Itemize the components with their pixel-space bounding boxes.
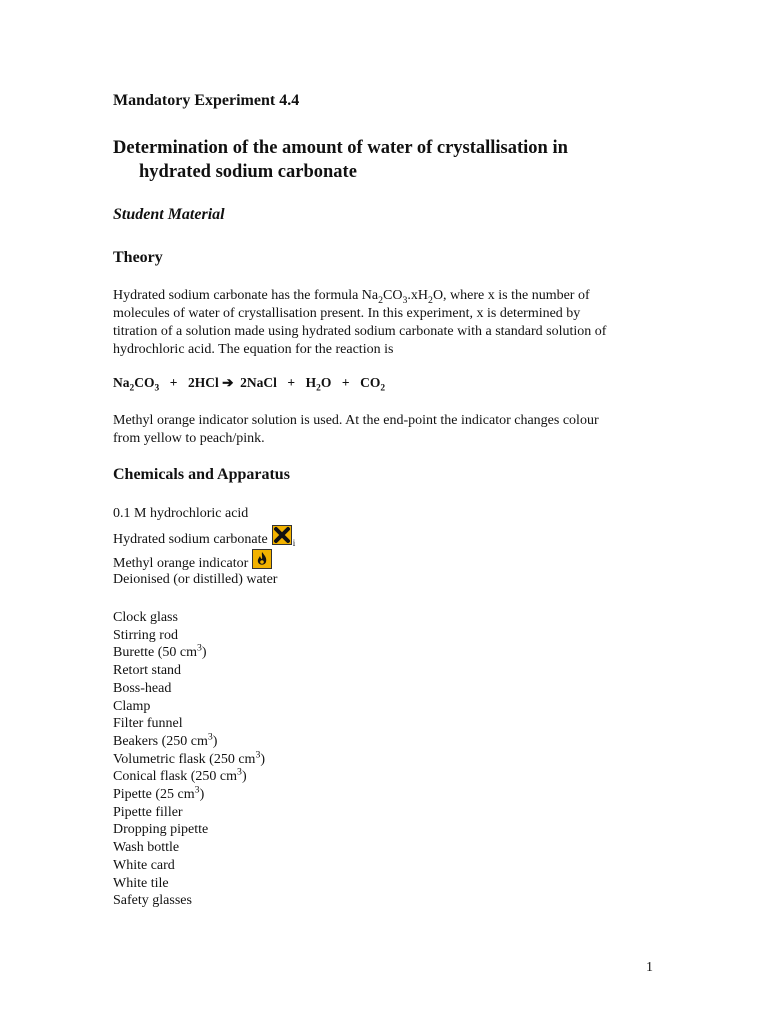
theory-line-1: Hydrated sodium carbonate has the formula $Na_2CO_3.xH_2O$, where x is the number of <box>113 288 590 306</box>
theory-line-2: molecules of water of crystallisation present. In this experiment, x is determined by <box>113 306 581 321</box>
list-item: Stirring rod <box>113 627 178 643</box>
arrow-icon: ➔ <box>222 375 234 390</box>
list-item: Clamp <box>113 698 151 714</box>
theory-line-3: titration of a solution made using hydrated sodium carbonate with a standard solution of <box>113 324 607 339</box>
list-item: Volumetric flask (250 $cm^3$) <box>113 748 266 767</box>
list-item: White card <box>113 857 175 873</box>
page-number: 1 <box>646 960 653 975</box>
list-item: Methyl orange indicator <box>113 548 295 572</box>
list-item: Wash bottle <box>113 840 180 856</box>
list-item: Pipette filler <box>113 804 183 820</box>
list-item: Filter funnel <box>113 716 183 732</box>
theory-heading: Theory <box>113 249 163 266</box>
apparatus-list <box>113 609 265 910</box>
list-item: Pipette (25 $cm^3$) <box>113 784 205 803</box>
theory-line-4: hydrochloric acid. The equation for the reaction is <box>113 342 394 357</box>
irritant-hazard-icon <box>272 525 292 545</box>
list-item: Beakers (250 $cm^3$) <box>113 731 218 749</box>
list-item: Burette (50 $cm^3$) <box>113 642 207 661</box>
list-item: Boss-head <box>113 680 172 696</box>
experiment-number: Mandatory Experiment 4.4 <box>113 92 300 109</box>
list-item: Deionised (or distilled) water <box>113 572 278 587</box>
title-line-2: hydrated sodium carbonate <box>139 162 357 182</box>
page-title <box>113 136 673 184</box>
list-item: Hydrated sodium carbonate i <box>113 525 295 548</box>
flammable-hazard-icon <box>252 549 272 569</box>
list-item: White tile <box>113 875 169 891</box>
student-material-heading: Student Material <box>113 206 225 223</box>
chemicals-list <box>113 506 295 591</box>
list-item: Conical flask (250 $cm^3$) <box>113 766 247 785</box>
reaction-equation: $Na_2CO_3 + 2HCl$ ➔ 2NaCl + $H_2O + CO_2$ <box>113 375 386 394</box>
list-item: Retort stand <box>113 663 182 679</box>
indicator-paragraph: Methyl orange indicator solution is used. At the end-point the indicator changes colour from yellow to peach/pink. <box>113 413 599 446</box>
list-item: Safety glasses <box>113 893 192 909</box>
title-line-1: Determination of the amount of water of crystallisation in <box>113 138 568 158</box>
list-item: Clock glass <box>113 610 178 625</box>
chemicals-heading: Chemicals and Apparatus <box>113 466 290 483</box>
theory-paragraph <box>113 287 653 359</box>
list-item: 0.1 M hydrochloric acid <box>113 506 249 521</box>
list-item: Dropping pipette <box>113 822 209 838</box>
